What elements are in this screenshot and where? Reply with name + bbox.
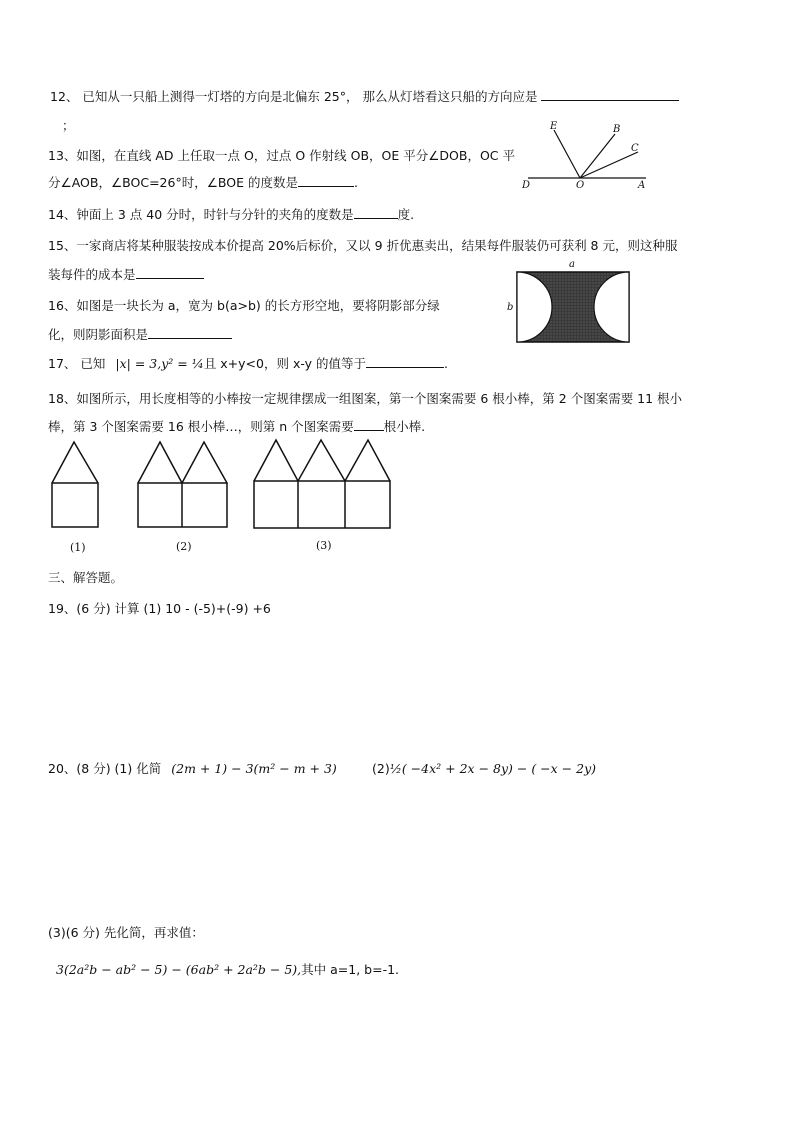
q17-cond1: |x| = 3, — [115, 356, 162, 371]
q18-line2 — [48, 418, 425, 435]
q13-text: 分∠AOB，∠BOC=26°时，∠BOE 的度数是 — [48, 175, 298, 190]
q14-text: 14、钟面上 3 点 40 分时，时针与分针的夹角的度数是 — [48, 207, 354, 222]
q12-tail: ； — [62, 118, 75, 133]
label-a: a — [569, 259, 575, 270]
q18-line1: 18、如图所示，用长度相等的小棒按一定规律摆成一组图案，第一个图案需要 6 根小棒，第 2 个图案需要 11 根小 — [48, 391, 683, 406]
q18-figures — [48, 436, 398, 560]
q15-line1: 15、一家商店将某种服装按成本价提高 20%后标价，又以 9 折优惠卖出，结果每件服装仍可获利 8 元，则这种服 — [48, 238, 678, 253]
label-d: D — [522, 180, 531, 191]
q17-cond2: y² = ¼ — [161, 356, 204, 371]
q13-line1: 13、如图，在直线 AD 上任取一点 O，过点 O 作射线 OB，OE 平分∠DOB，OC 平 — [48, 148, 516, 163]
q20-part2 — [372, 761, 596, 777]
figure-label-1: (1) — [70, 541, 86, 554]
q12-line — [50, 88, 679, 105]
figure-label-2: (2) — [176, 540, 192, 553]
q15-line2 — [48, 266, 204, 283]
q14-blank[interactable] — [354, 206, 398, 219]
q20-prefix: 20、(8 分) (1) 化简 — [48, 761, 162, 776]
q13-period: . — [353, 175, 358, 190]
q12-text: 12、 已知从一只船上测得一灯塔的方向是北偏东 25°， 那么从灯塔看这只船的方向应是 — [50, 89, 538, 104]
q20-3-line — [56, 962, 399, 978]
q13-blank[interactable] — [298, 174, 354, 187]
q16-figure — [505, 258, 635, 346]
label-a: A — [638, 180, 646, 191]
q20-3-cond: 其中 a=1, b=-1. — [301, 962, 400, 977]
q19-line: 19、(6 分) 计算 (1) 10 - (-5)+(-9) +6 — [48, 601, 271, 616]
q20-part2-label: (2) — [372, 761, 390, 776]
q14-line — [48, 206, 414, 223]
label-c: C — [631, 143, 639, 154]
q17-line — [48, 355, 448, 372]
q17-prefix: 17、 已知 — [48, 356, 106, 371]
q13-line2 — [48, 174, 358, 191]
label-b: b — [507, 302, 514, 313]
q20-expr1: (2m + 1) − 3(m² − m + 3) — [171, 761, 337, 776]
q17-blank[interactable] — [366, 355, 444, 368]
q20-3-title: (3)(6 分) 先化简，再求值： — [48, 925, 204, 940]
house-pattern-1 — [52, 442, 98, 527]
ray-oc — [580, 152, 638, 178]
house-pattern-3 — [254, 440, 390, 528]
ray-oe — [554, 130, 580, 178]
q20-3-expr: 3(2a²b − ab² − 5) − (6ab² + 2a²b − 5), — [56, 962, 302, 977]
q16-text: 化，则阴影面积是 — [48, 327, 149, 342]
label-e: E — [550, 121, 558, 132]
q17-cond3: 且 x+y<0，则 x-y 的值等于 — [203, 356, 367, 371]
q16-blank[interactable] — [148, 326, 232, 339]
q20-expr2: ½( −4x² + 2x − 8y) − ( −x − 2y) — [389, 761, 597, 776]
q16-line1: 16、如图是一块长为 a，宽为 b(a>b) 的长方形空地，要将阴影部分绿 — [48, 298, 440, 313]
label-o: O — [576, 180, 585, 191]
section-title: 三、解答题。 — [48, 570, 124, 585]
q18-end: 根小棒. — [383, 419, 426, 434]
q18-blank[interactable] — [354, 418, 384, 431]
house-pattern-2 — [138, 442, 227, 527]
q16-line2 — [48, 326, 232, 343]
ray-ob — [580, 134, 615, 178]
label-b: B — [613, 124, 621, 135]
q18-text: 棒，第 3 个图案需要 16 根小棒…，则第 n 个图案需要 — [48, 419, 354, 434]
q15-text: 装每件的成本是 — [48, 267, 136, 282]
q14-unit: 度. — [397, 207, 415, 222]
figure-label-3: (3) — [316, 539, 332, 552]
q15-blank[interactable] — [136, 266, 204, 279]
q17-suffix: . — [444, 356, 448, 371]
q13-figure — [520, 118, 660, 190]
q20-line — [48, 761, 337, 777]
q12-blank[interactable] — [541, 88, 679, 101]
